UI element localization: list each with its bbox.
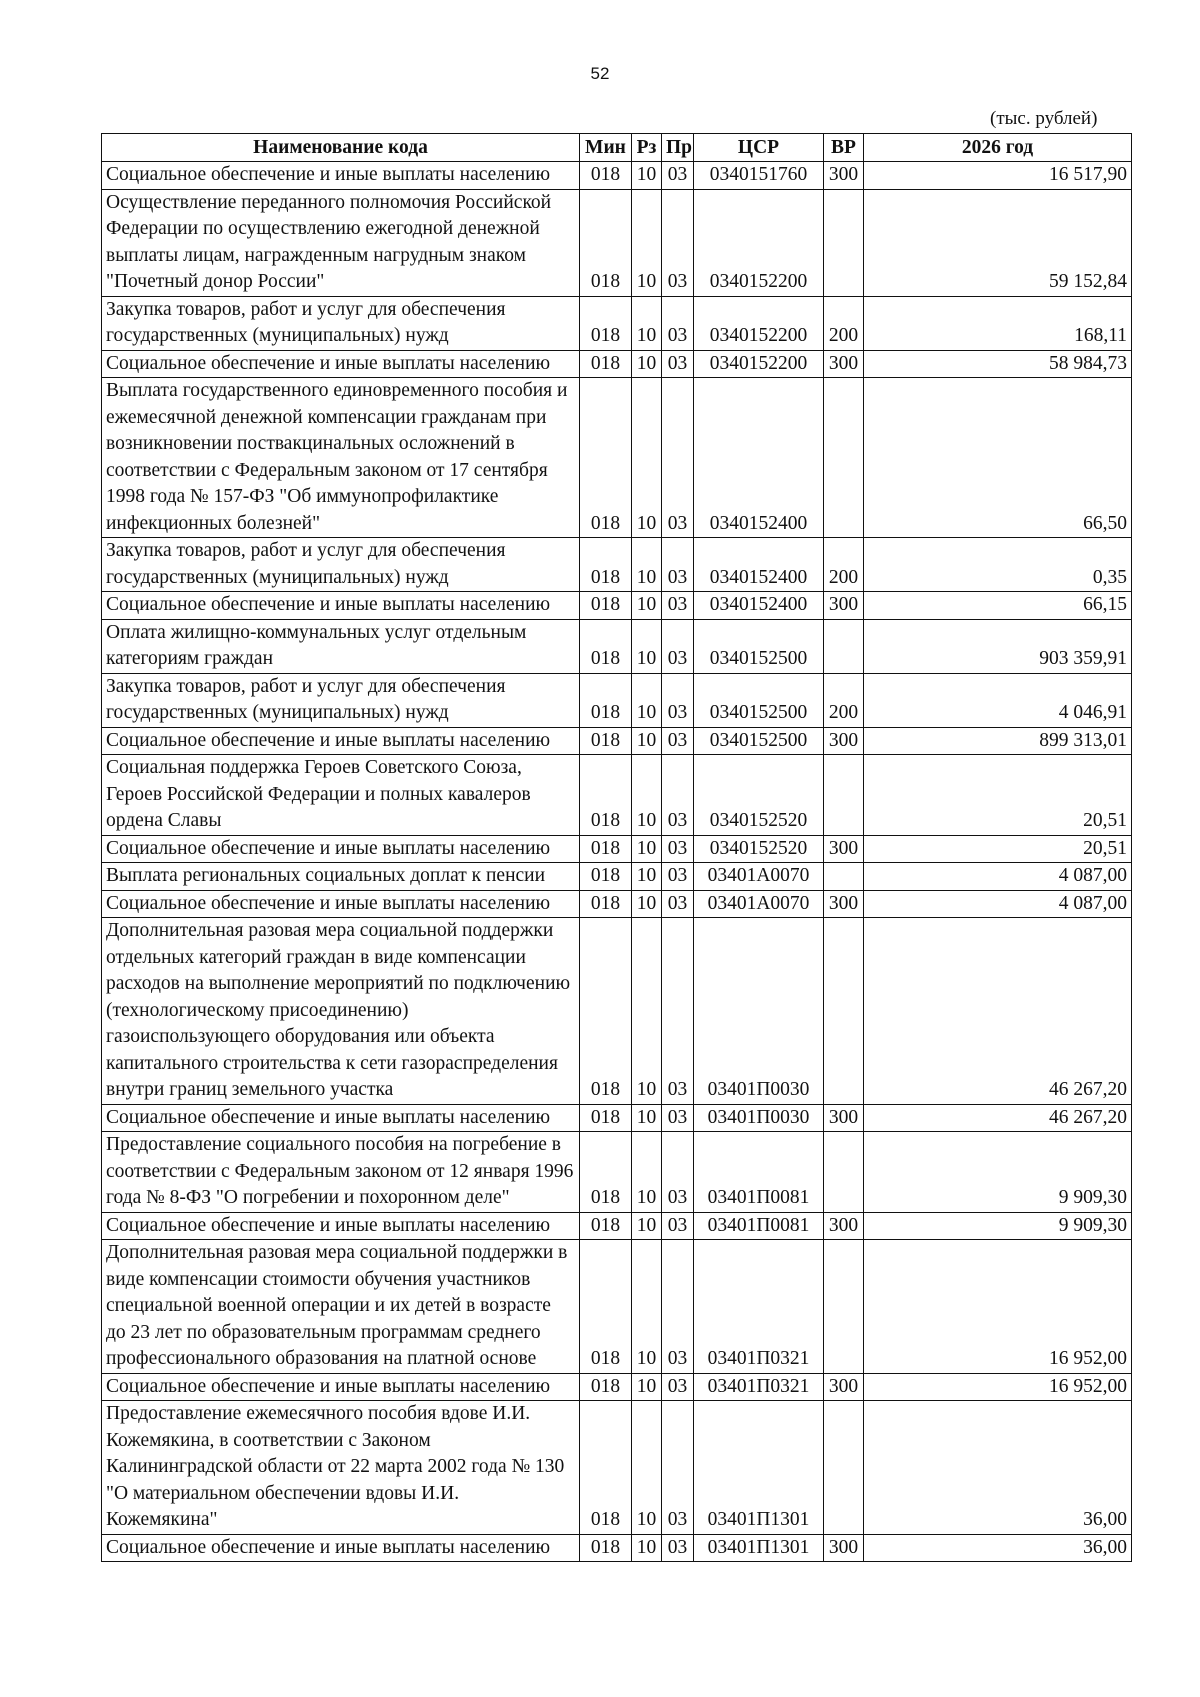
table-row — [102, 835, 1132, 863]
cell-rz: 10 — [632, 1240, 662, 1374]
cell-csr: 0340152400 — [694, 538, 824, 592]
cell-min: 018 — [580, 673, 632, 727]
cell-vr: 300 — [824, 1534, 864, 1562]
cell-rz: 10 — [632, 1212, 662, 1240]
cell-amount: 59 152,84 — [864, 189, 1132, 296]
cell-rz: 10 — [632, 538, 662, 592]
cell-pr: 03 — [662, 1534, 694, 1562]
cell-csr: 0340152500 — [694, 727, 824, 755]
table-header-row — [102, 134, 1132, 162]
table-row — [102, 1401, 1132, 1535]
cell-csr: 03401П0321 — [694, 1373, 824, 1401]
cell-vr: 200 — [824, 673, 864, 727]
cell-name: Предоставление социального пособия на погребение в соответствии с Федеральным законом от 12 января 1996 года № 8-ФЗ "О погребении и похоронном деле" — [102, 1132, 580, 1213]
cell-name: Выплата региональных социальных доплат к пенсии — [102, 863, 580, 891]
cell-pr: 03 — [662, 1373, 694, 1401]
cell-pr: 03 — [662, 863, 694, 891]
table-row — [102, 673, 1132, 727]
cell-min: 018 — [580, 296, 632, 350]
cell-min: 018 — [580, 835, 632, 863]
cell-amount: 66,15 — [864, 592, 1132, 620]
cell-amount: 16 517,90 — [864, 162, 1132, 190]
cell-name: Социальное обеспечение и иные выплаты населению — [102, 350, 580, 378]
cell-name: Социальное обеспечение и иные выплаты населению — [102, 890, 580, 918]
cell-min: 018 — [580, 890, 632, 918]
table-row — [102, 1240, 1132, 1374]
budget-table — [101, 133, 1132, 1562]
cell-name: Предоставление ежемесячного пособия вдове И.И. Кожемякина, в соответствии с Законом Калининградской области от 22 марта 2002 года № 130 "О материальном обеспечении вдовы И.И. Кожемякина" — [102, 1401, 580, 1535]
table-row — [102, 538, 1132, 592]
cell-rz: 10 — [632, 189, 662, 296]
cell-name: Социальное обеспечение и иные выплаты населению — [102, 835, 580, 863]
cell-min: 018 — [580, 189, 632, 296]
cell-vr: 300 — [824, 1104, 864, 1132]
cell-amount: 168,11 — [864, 296, 1132, 350]
table-row — [102, 755, 1132, 836]
cell-min: 018 — [580, 350, 632, 378]
table-row — [102, 890, 1132, 918]
cell-amount: 4 087,00 — [864, 863, 1132, 891]
cell-min: 018 — [580, 1104, 632, 1132]
cell-pr: 03 — [662, 350, 694, 378]
cell-min: 018 — [580, 918, 632, 1105]
cell-vr: 300 — [824, 1373, 864, 1401]
cell-vr — [824, 1401, 864, 1535]
table-row — [102, 1104, 1132, 1132]
cell-pr: 03 — [662, 673, 694, 727]
cell-min: 018 — [580, 538, 632, 592]
cell-csr: 0340152500 — [694, 619, 824, 673]
table-row — [102, 162, 1132, 190]
cell-name: Дополнительная разовая мера социальной поддержки отдельных категорий граждан в виде компенсации расходов на выполнение мероприятий по подключению (технологическому присоединению) газоиспользующего оборудования или объекта капитального строительства к сети газораспределения внутри границ земельного участка — [102, 918, 580, 1105]
cell-pr: 03 — [662, 1212, 694, 1240]
header-pr: Пр — [662, 134, 694, 162]
cell-amount: 36,00 — [864, 1401, 1132, 1535]
cell-csr: 03401П0081 — [694, 1212, 824, 1240]
cell-csr: 0340152400 — [694, 592, 824, 620]
cell-csr: 03401П0030 — [694, 918, 824, 1105]
cell-amount: 20,51 — [864, 755, 1132, 836]
table-row — [102, 1212, 1132, 1240]
cell-name: Социальная поддержка Героев Советского Союза, Героев Российской Федерации и полных кавалеров ордена Славы — [102, 755, 580, 836]
cell-amount: 0,35 — [864, 538, 1132, 592]
cell-csr: 03401П0321 — [694, 1240, 824, 1374]
cell-csr: 0340151760 — [694, 162, 824, 190]
cell-min: 018 — [580, 1373, 632, 1401]
table-row — [102, 863, 1132, 891]
cell-amount: 4 087,00 — [864, 890, 1132, 918]
cell-rz: 10 — [632, 1132, 662, 1213]
table-row — [102, 378, 1132, 538]
cell-name: Закупка товаров, работ и услуг для обеспечения государственных (муниципальных) нужд — [102, 538, 580, 592]
cell-rz: 10 — [632, 1534, 662, 1562]
cell-vr: 300 — [824, 835, 864, 863]
cell-vr — [824, 1132, 864, 1213]
cell-rz: 10 — [632, 592, 662, 620]
table-row — [102, 592, 1132, 620]
cell-vr: 300 — [824, 1212, 864, 1240]
cell-pr: 03 — [662, 296, 694, 350]
cell-name: Закупка товаров, работ и услуг для обеспечения государственных (муниципальных) нужд — [102, 296, 580, 350]
table-row — [102, 1534, 1132, 1562]
header-vr: ВР — [824, 134, 864, 162]
header-rz: Рз — [632, 134, 662, 162]
cell-amount: 16 952,00 — [864, 1240, 1132, 1374]
cell-min: 018 — [580, 1401, 632, 1535]
cell-amount: 899 313,01 — [864, 727, 1132, 755]
cell-pr: 03 — [662, 890, 694, 918]
cell-pr: 03 — [662, 755, 694, 836]
table-row — [102, 296, 1132, 350]
cell-rz: 10 — [632, 1104, 662, 1132]
cell-rz: 10 — [632, 350, 662, 378]
table-row — [102, 727, 1132, 755]
cell-rz: 10 — [632, 727, 662, 755]
cell-amount: 46 267,20 — [864, 1104, 1132, 1132]
cell-vr — [824, 1240, 864, 1374]
cell-csr: 0340152200 — [694, 350, 824, 378]
cell-name: Осуществление переданного полномочия Российской Федерации по осуществлению ежегодной денежной выплаты лицам, награжденным нагрудным знаком "Почетный донор России" — [102, 189, 580, 296]
table-row — [102, 350, 1132, 378]
cell-name: Социальное обеспечение и иные выплаты населению — [102, 1104, 580, 1132]
table-row — [102, 918, 1132, 1105]
cell-rz: 10 — [632, 673, 662, 727]
header-name: Наименование кода — [102, 134, 580, 162]
cell-name: Выплата государственного единовременного пособия и ежемесячной денежной компенсации гражданам при возникновении поствакцинальных осложнений в соответствии с Федеральным законом от 17 сентября 1998 года № 157-ФЗ "Об иммунопрофилактике инфекционных болезней" — [102, 378, 580, 538]
cell-name: Социальное обеспечение и иные выплаты населению — [102, 162, 580, 190]
cell-pr: 03 — [662, 835, 694, 863]
cell-min: 018 — [580, 1240, 632, 1374]
cell-pr: 03 — [662, 918, 694, 1105]
cell-amount: 16 952,00 — [864, 1373, 1132, 1401]
cell-min: 018 — [580, 1534, 632, 1562]
cell-csr: 03401П0030 — [694, 1104, 824, 1132]
table-row — [102, 189, 1132, 296]
cell-csr: 0340152500 — [694, 673, 824, 727]
cell-vr — [824, 189, 864, 296]
cell-rz: 10 — [632, 378, 662, 538]
cell-vr — [824, 863, 864, 891]
cell-rz: 10 — [632, 1373, 662, 1401]
cell-pr: 03 — [662, 1104, 694, 1132]
cell-pr: 03 — [662, 619, 694, 673]
cell-pr: 03 — [662, 592, 694, 620]
cell-csr: 03401П1301 — [694, 1401, 824, 1535]
cell-rz: 10 — [632, 619, 662, 673]
cell-vr: 200 — [824, 296, 864, 350]
header-min: Мин — [580, 134, 632, 162]
cell-name: Оплата жилищно-коммунальных услуг отдельным категориям граждан — [102, 619, 580, 673]
cell-name: Социальное обеспечение и иные выплаты населению — [102, 1534, 580, 1562]
cell-vr: 300 — [824, 592, 864, 620]
cell-csr: 0340152200 — [694, 296, 824, 350]
cell-amount: 903 359,91 — [864, 619, 1132, 673]
cell-amount: 9 909,30 — [864, 1132, 1132, 1213]
cell-csr: 0340152520 — [694, 755, 824, 836]
cell-rz: 10 — [632, 296, 662, 350]
cell-pr: 03 — [662, 1240, 694, 1374]
cell-csr: 0340152200 — [694, 189, 824, 296]
cell-name: Социальное обеспечение и иные выплаты населению — [102, 727, 580, 755]
cell-vr: 300 — [824, 350, 864, 378]
cell-amount: 46 267,20 — [864, 918, 1132, 1105]
cell-amount: 36,00 — [864, 1534, 1132, 1562]
cell-min: 018 — [580, 592, 632, 620]
cell-vr — [824, 619, 864, 673]
cell-name: Социальное обеспечение и иные выплаты населению — [102, 1212, 580, 1240]
cell-min: 018 — [580, 378, 632, 538]
cell-vr — [824, 918, 864, 1105]
cell-csr: 0340152400 — [694, 378, 824, 538]
table-row — [102, 1132, 1132, 1213]
units-label: (тыс. рублей) — [990, 108, 1098, 129]
cell-vr: 200 — [824, 538, 864, 592]
cell-amount: 20,51 — [864, 835, 1132, 863]
cell-pr: 03 — [662, 162, 694, 190]
cell-pr: 03 — [662, 1401, 694, 1535]
header-csr: ЦСР — [694, 134, 824, 162]
cell-vr: 300 — [824, 162, 864, 190]
cell-amount: 9 909,30 — [864, 1212, 1132, 1240]
cell-csr: 03401А0070 — [694, 890, 824, 918]
page-number: 52 — [590, 64, 610, 83]
cell-name: Дополнительная разовая мера социальной поддержки в виде компенсации стоимости обучения участников специальной военной операции и их детей в возрасте до 23 лет по образовательным программам среднего профессионального образования на платной основе — [102, 1240, 580, 1374]
cell-amount: 4 046,91 — [864, 673, 1132, 727]
cell-rz: 10 — [632, 835, 662, 863]
cell-pr: 03 — [662, 1132, 694, 1213]
cell-csr: 0340152520 — [694, 835, 824, 863]
cell-rz: 10 — [632, 162, 662, 190]
cell-amount: 58 984,73 — [864, 350, 1132, 378]
cell-pr: 03 — [662, 538, 694, 592]
cell-pr: 03 — [662, 727, 694, 755]
cell-pr: 03 — [662, 189, 694, 296]
table-row — [102, 1373, 1132, 1401]
cell-csr: 03401А0070 — [694, 863, 824, 891]
cell-vr — [824, 378, 864, 538]
cell-rz: 10 — [632, 918, 662, 1105]
cell-rz: 10 — [632, 1401, 662, 1535]
cell-rz: 10 — [632, 755, 662, 836]
cell-min: 018 — [580, 727, 632, 755]
cell-name: Закупка товаров, работ и услуг для обеспечения государственных (муниципальных) нужд — [102, 673, 580, 727]
cell-vr: 300 — [824, 727, 864, 755]
cell-csr: 03401П1301 — [694, 1534, 824, 1562]
cell-min: 018 — [580, 619, 632, 673]
cell-min: 018 — [580, 863, 632, 891]
cell-pr: 03 — [662, 378, 694, 538]
table-row — [102, 619, 1132, 673]
cell-vr: 300 — [824, 890, 864, 918]
cell-name: Социальное обеспечение и иные выплаты населению — [102, 592, 580, 620]
cell-amount: 66,50 — [864, 378, 1132, 538]
header-year: 2026 год — [864, 134, 1132, 162]
cell-min: 018 — [580, 1212, 632, 1240]
cell-name: Социальное обеспечение и иные выплаты населению — [102, 1373, 580, 1401]
cell-min: 018 — [580, 162, 632, 190]
cell-min: 018 — [580, 1132, 632, 1213]
cell-rz: 10 — [632, 890, 662, 918]
cell-rz: 10 — [632, 863, 662, 891]
cell-min: 018 — [580, 755, 632, 836]
cell-vr — [824, 755, 864, 836]
cell-csr: 03401П0081 — [694, 1132, 824, 1213]
